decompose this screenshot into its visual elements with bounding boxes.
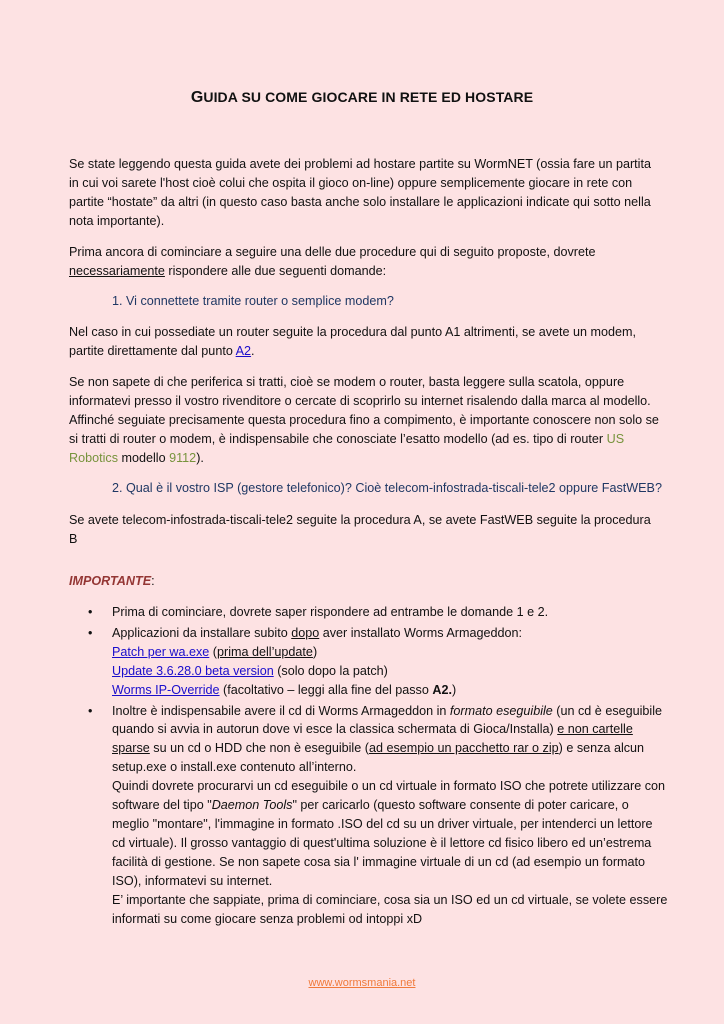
patch-link[interactable]: Patch per wa.exe xyxy=(112,644,210,659)
ip-override-link[interactable]: Worms IP-Override xyxy=(112,682,220,697)
footer-website-link[interactable]: www.wormsmania.net xyxy=(308,977,416,989)
router-paragraph: Nel caso in cui possediate un router seguite la procedura dal punto A1 altrimenti, se avete un modem, partite direttamente dal punto A2. xyxy=(69,325,637,358)
router-brand: US Robotics xyxy=(69,431,625,465)
bullet-icon: • xyxy=(88,703,93,718)
question-2: 2. Qual è il vostro ISP (gestore telefonico)? Cioè telecom-infostrada-tiscali-tele2 oppure FastWEB? xyxy=(112,481,662,495)
a2-link[interactable]: A2 xyxy=(235,343,252,358)
prerequisite-paragraph: Prima ancora di cominciare a seguire una delle due procedure qui di seguito proposte, dovrete necessariamente rispondere alle due seguenti domande: xyxy=(69,245,596,278)
page-title: GUIDA SU COME GIOCARE IN RETE ED HOSTARE xyxy=(190,89,534,106)
update-link[interactable]: Update 3.6.28.0 beta version xyxy=(112,663,274,678)
device-paragraph: Se non sapete di che periferica si tratti, cioè se modem o router, basta leggere sulla scatola, oppure informatevi presso il vostro rivenditore o cercate di scoprirlo su internet risalendo dalla marca al modello. Affinché seguiate precisamente questa procedura fino a compimento, è importante conoscere non solo se si tratti di router o modem, è indispensabile che conosciate l’esatto modello (ad es. tipo di router US Robotics modello 9112). xyxy=(69,375,659,465)
list-item: • Applicazioni da installare subito dopo aver installato Worms Armageddon: Patch per wa.exe (prima dell’update) Update 3.6.28.0 beta version (solo dopo la patch) Worms IP-Override (facoltativo – leggi alla fine del passo A2.) xyxy=(88,625,523,697)
bullet-icon: • xyxy=(88,605,93,619)
emphasis-underline: necessariamente xyxy=(69,263,165,278)
important-list xyxy=(88,603,668,928)
isp-paragraph: Se avete telecom-infostrada-tiscali-tele2 seguite la procedura A, se avete FastWEB seguite la procedura B xyxy=(69,513,651,546)
question-1: 1. Vi connettete tramite router o semplice modem? xyxy=(112,294,394,308)
important-heading: IMPORTANTE: xyxy=(69,574,155,588)
bullet-icon: • xyxy=(88,625,93,640)
list-item: • Inoltre è indispensabile avere il cd di Worms Armageddon in formato eseguibile (un cd è eseguibile quando si avvia in autorun dove vi esce la classica schermata di Gioca/Installa) e non cartelle sparse su un cd o HDD che non è eseguibile (ad esempio un pacchetto rar o zip) e senza alcun setup.exe o install.exe contenuto all’interno. Quindi dovrete procurarvi un cd eseguibile o un cd virtuale in formato ISO che potrete utilizzare con software del tipo "Daemon Tools" per caricarlo (questo software consente di poter caricare, o meglio "montare", l'immagine in formato .ISO del cd su un driver virtuale, per intenderci un lettore cd virtuale). Il grosso vantaggio di quest'ultima soluzione è il lettore cd fisico libero ed un’estrema facilità di gestione. Se non sapete cosa sia l' immagine virtuale di un cd (ad esempio un formato ISO), informatevi su internet. E’ importante che sappiate, prima di cominciare, cosa sia un ISO ed un cd virtuale, se volete essere informati su come giocare senza problemi od intoppi xD xyxy=(88,703,668,926)
intro-paragraph: Se state leggendo questa guida avete dei problemi ad hostare partite su WormNET (ossia fare un partita in cui voi sarete l'host cioè colui che ospita il gioco on-line) oppure semplicemente giocare in rete con partite “hostate” da altri (in questo caso basta anche solo installare le applicazioni indicate qui sotto nella nota importante). xyxy=(69,157,651,228)
router-model: 9112 xyxy=(169,450,197,465)
list-item: • Prima di cominciare, dovrete saper rispondere ad entrambe le domande 1 e 2. xyxy=(88,603,668,622)
